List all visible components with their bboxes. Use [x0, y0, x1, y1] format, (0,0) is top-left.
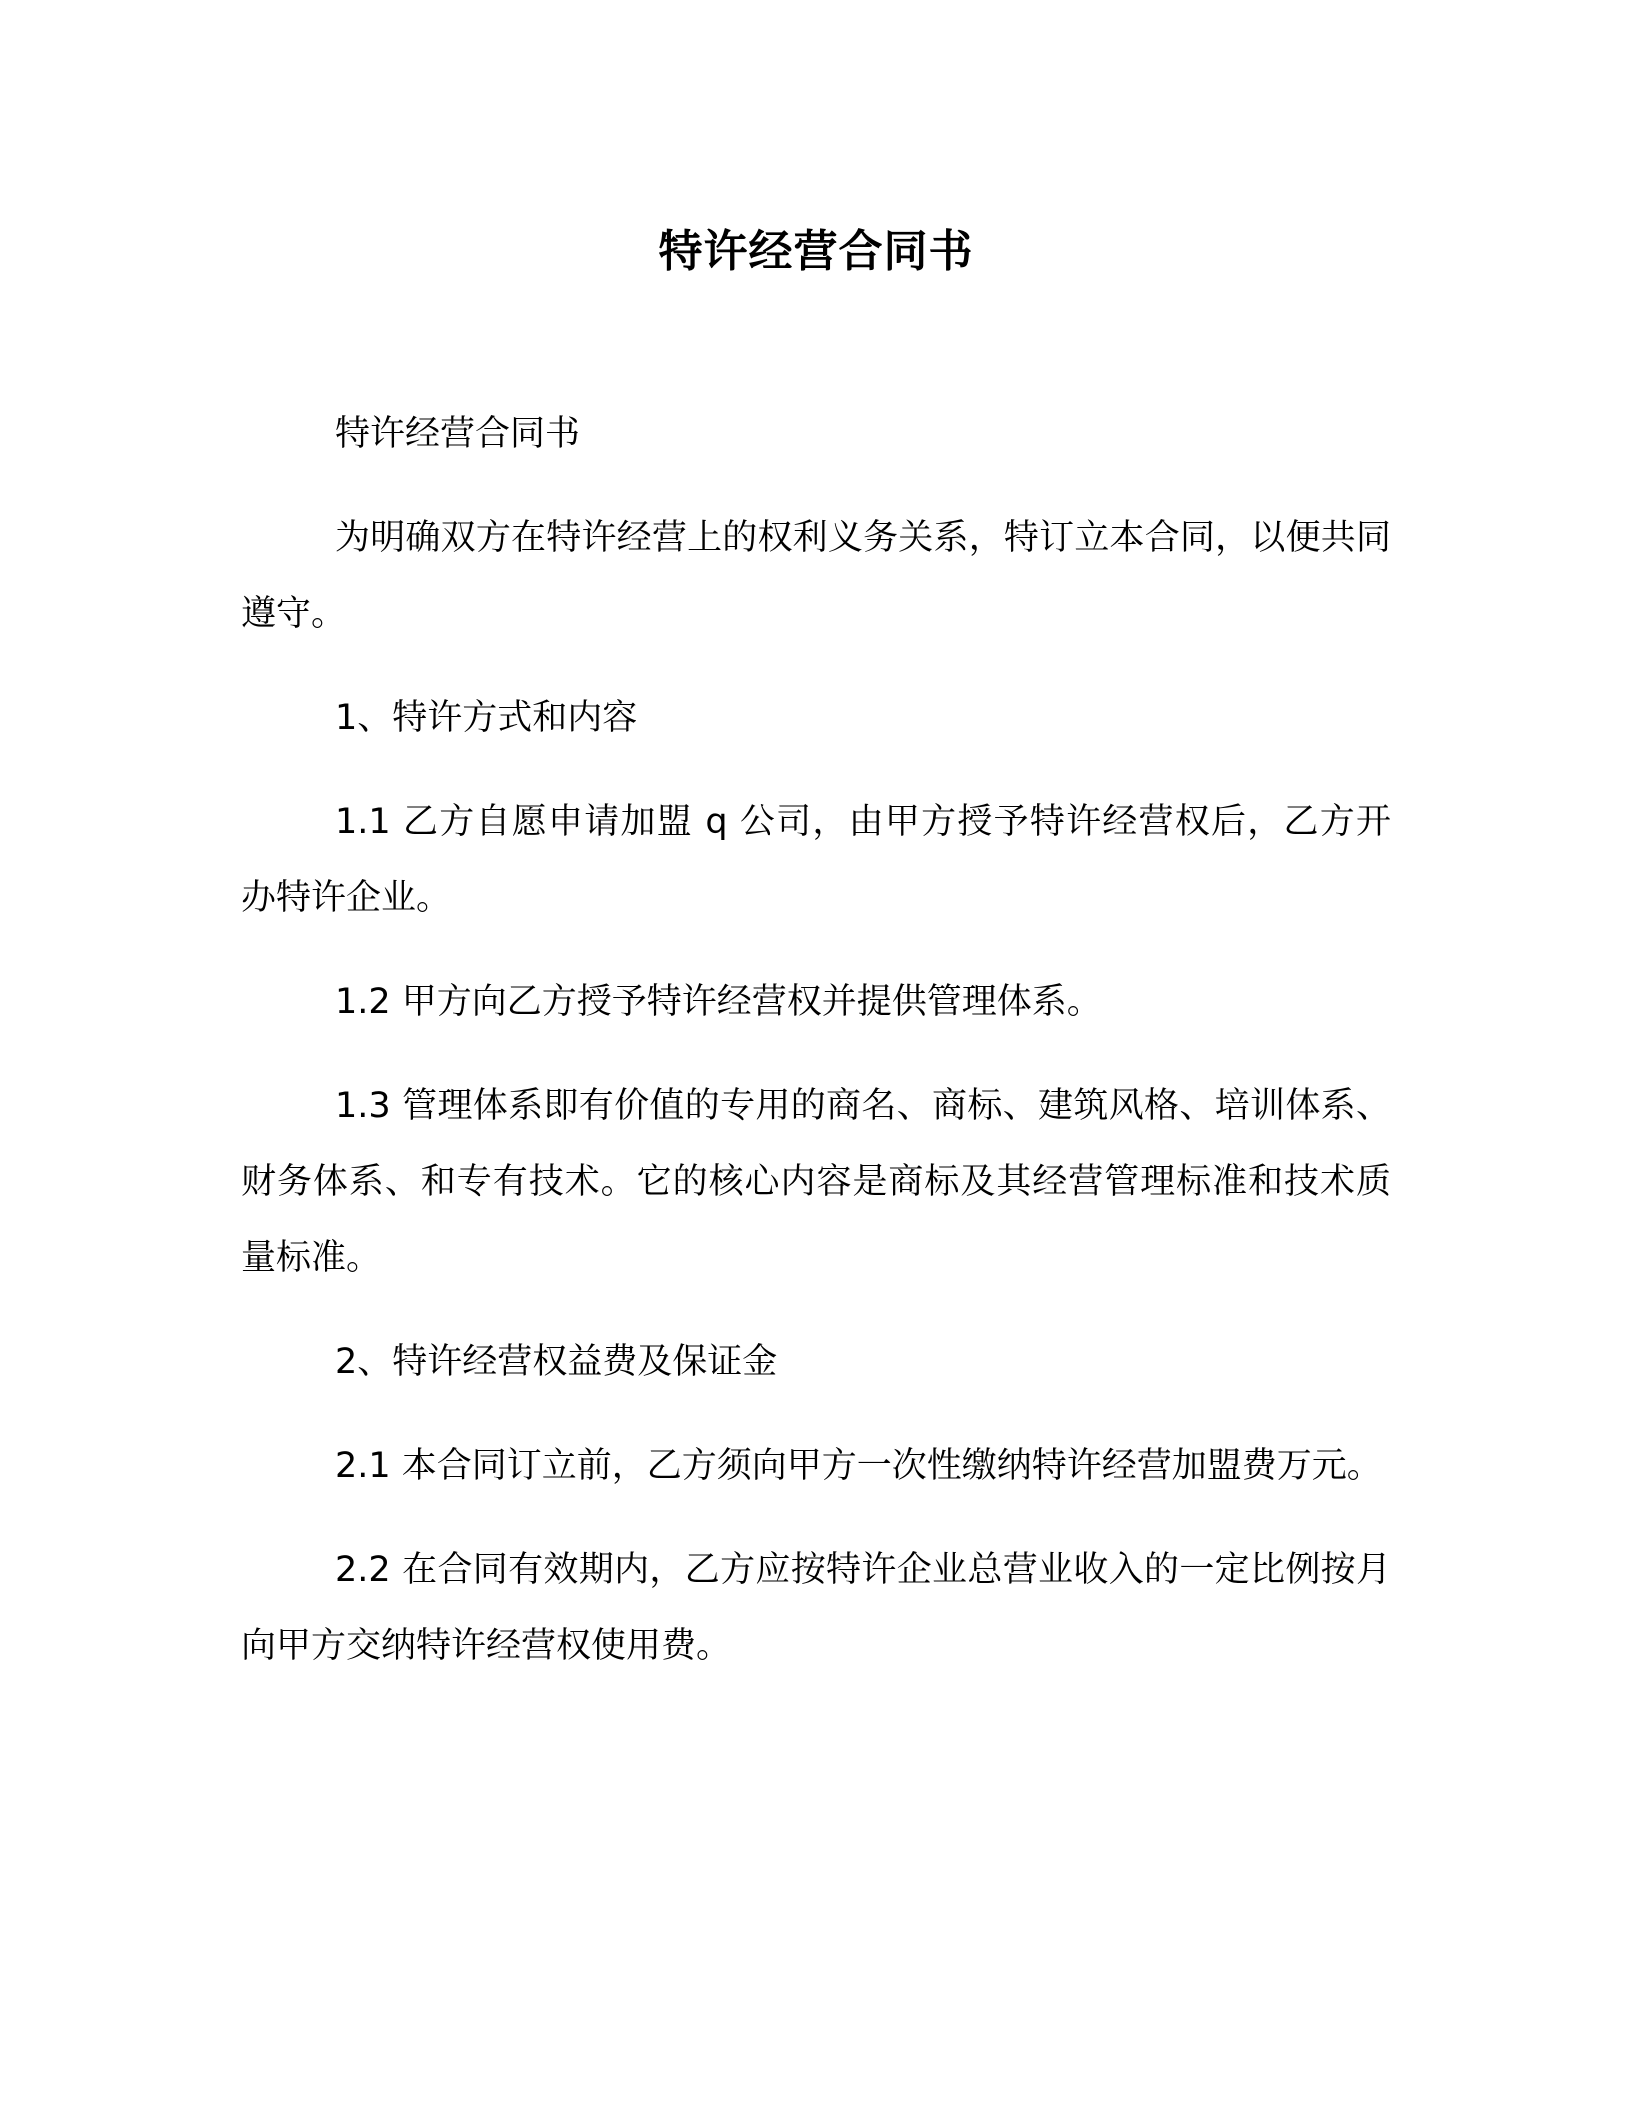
clause-2-2: 2.2 在合同有效期内，乙方应按特许企业总营业收入的一定比例按月向甲方交纳特许经营权使用费。 — [241, 1550, 1391, 1666]
document-body — [241, 396, 1391, 1712]
document-title: 特许经营合同书 — [658, 226, 974, 277]
section-heading-2: 2、特许经营权益费及保证金 — [335, 1342, 778, 1382]
paragraph-preamble: 为明确双方在特许经营上的权利义务关系，特订立本合同，以便共同遵守。 — [241, 518, 1391, 634]
section-heading-1: 1、特许方式和内容 — [335, 698, 638, 738]
paragraph-subtitle: 特许经营合同书 — [335, 414, 581, 454]
clause-1-3: 1.3 管理体系即有价值的专用的商名、商标、建筑风格、培训体系、财务体系、和专有技术。它的核心内容是商标及其经营管理标准和技术质量标准。 — [241, 1086, 1391, 1278]
clause-1-1: 1.1 乙方自愿申请加盟 q 公司，由甲方授予特许经营权后，乙方开办特许企业。 — [241, 802, 1391, 918]
clause-1-2: 1.2 甲方向乙方授予特许经营权并提供管理体系。 — [335, 982, 1102, 1022]
clause-2-1: 2.1 本合同订立前，乙方须向甲方一次性缴纳特许经营加盟费万元。 — [335, 1446, 1382, 1486]
